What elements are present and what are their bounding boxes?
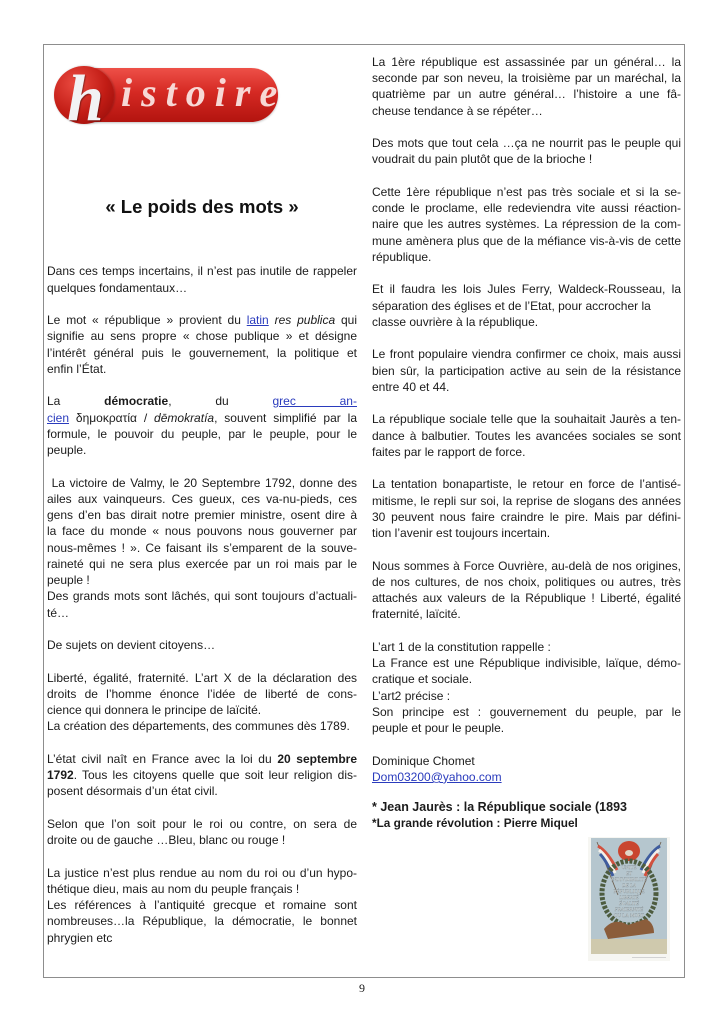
italic-text: res publica (274, 313, 336, 328)
italic-text: dēmokratía (154, 410, 215, 425)
text-line: classe ouvrière à la république. (372, 314, 539, 329)
text-line: La 1ère république est assassinée par un général… la (372, 54, 681, 69)
signature (372, 753, 681, 786)
text-line: signifie au sens propre « chose publique » et désigne (47, 329, 357, 344)
text-line: formule, le pouvoir du peuple, par le peuple, pour le (47, 426, 357, 441)
text-line: Des mots que tout cela …ça ne nourrit pas le peuple qui (372, 136, 681, 151)
text-line: enfin l’État. (47, 361, 107, 376)
inline-link[interactable]: cien (47, 410, 70, 425)
text-line: Son principe est : gouvernement du peuple, par le (372, 704, 681, 719)
text-line: posent désormais d’un état civil. (47, 784, 218, 799)
paragraph (372, 411, 681, 460)
paragraph (372, 639, 681, 737)
text-line: La démocratie, du grec an- (47, 394, 357, 409)
text-line: ailes aux vainqueurs. Ces gueux, ces va-nu-pieds, ces (47, 491, 357, 506)
paragraph (47, 393, 357, 458)
text-line: peuple. (47, 443, 87, 458)
paragraph (47, 670, 357, 735)
poster-ground (591, 939, 667, 954)
left-column (47, 263, 357, 962)
text-line: Dans ces temps incertains, il n’est pas inutile de rappeler (47, 264, 357, 279)
references (372, 799, 681, 832)
cockade-icon (625, 850, 633, 856)
text-line: nous-mêmes ! ». Ce faisant ils s’emparent de la souve- (47, 540, 357, 555)
text-line: Liberté, égalité, fraternité. L’art X de la déclaration des (47, 670, 357, 685)
text-line: Les références à l’antiquité grecque et romaine sont (47, 898, 357, 913)
text-line: L’art 1 de la constitution rappelle : (372, 639, 551, 654)
text-line: cien δημοκρατία / dēmokratía, souvent simplifié par la (47, 410, 357, 425)
text-line: naire que les autres systèmes. La répression de la com- (372, 217, 681, 232)
text-line: peuple et pour le peuple. (372, 721, 505, 736)
page-number: 9 (359, 981, 365, 995)
author-email-line (372, 769, 681, 785)
text-line: mune amènera plus que de la méfiance vis-à-vis de cette (372, 233, 681, 248)
author-name: Dominique Chomet (372, 753, 475, 768)
text-line: La France est une République indivisible, laïque, démo- (372, 656, 681, 671)
text-line: gens d’en bas dirait notre premier ministre, osent dire à (47, 508, 357, 523)
text-line: bien sûr, la participation active au sein de la résistance (372, 363, 681, 378)
text-line: fraternité, laïcité. (372, 607, 461, 622)
text-line: de nos cultures, de nos choix, politiques ou autres, très (372, 574, 681, 589)
inline-link[interactable]: latin (246, 313, 269, 328)
text-line: La justice n’est plus rendue au nom du roi ou d’un hypo- (47, 865, 357, 880)
poster-text-line: UNITÉ (621, 866, 637, 871)
article-title: « Le poids des mots » (105, 196, 299, 217)
poster-text-line: INDIVISIBILITÉ (610, 878, 648, 883)
poster-caption (632, 957, 666, 958)
text-line: seconde par son neveu, la troisième par un maréchal, la (372, 71, 681, 86)
histoire-logo (55, 62, 287, 135)
paragraph (47, 816, 357, 849)
text-line: 30 peuvent nous faire craindre le pire. Mais par défini- (372, 509, 681, 524)
left-column-body (47, 263, 357, 946)
text-line: L’art2 précise : (372, 688, 451, 703)
text-line: Et il faudra les lois Jules Ferry, Waldeck-Rousseau, la (372, 282, 681, 297)
text-line: 1792. Tous les citoyens quelle que soit leur religion dis- (47, 768, 357, 783)
logo-wordmark: istoire (121, 70, 287, 115)
text-line: attachés aux valeurs de la République ! Liberté, égalité (372, 591, 681, 606)
text-line: L’état civil naît en France avec la loi du 20 septembre (47, 751, 358, 766)
text-line: la face du monde « nous pouvons nous gouverner par (47, 524, 357, 539)
bold-text: démocratie (104, 394, 169, 409)
text-line: La création des départements, des communes dès 1789. (47, 719, 350, 734)
right-column (372, 54, 681, 832)
text-line: Le mot « république » provient du latin res publica qui (47, 313, 358, 328)
text-line: droits de l’homme énonce l’idée de liberté de cons- (47, 686, 357, 701)
text-line: l’intérêt général puis le gouvernement, la politique et (47, 345, 357, 360)
paragraph (372, 476, 681, 541)
text-line: république. (372, 249, 432, 264)
bold-text: 20 septembre (277, 751, 358, 766)
author-email-link[interactable]: Dom03200@yahoo.com (372, 769, 502, 784)
paragraph (47, 865, 357, 946)
paragraph (47, 637, 357, 653)
text-line: quelques fondamentaux… (47, 280, 188, 295)
text-line: tion l’avenir est toujours incertain. (372, 526, 551, 541)
text-line: té… (47, 605, 70, 620)
text-line: Le front populaire viendra confirmer ce choix, mais aussi (372, 347, 681, 362)
text-line: cience qui donnera le principe de laïcité. (47, 703, 262, 718)
poster-text-line: LIBERTÉ (619, 896, 639, 901)
reference-item: * Jean Jaurès : la République sociale (1893 (372, 800, 627, 815)
paragraph (372, 346, 681, 395)
logo-initial: h (67, 62, 104, 135)
text-line: La tentation bonapartiste, le retour en force de l’antisé- (372, 477, 681, 492)
text-line: De sujets on devient citoyens… (47, 638, 216, 653)
text-line: mitisme, le repli sur soi, la reprise de slogans des années (372, 493, 681, 508)
poster-text-line: OU LA MORT (613, 914, 645, 919)
paragraph (372, 558, 681, 623)
text-line: Nous sommes à Force Ouvrière, au-delà de nos origines, (372, 558, 681, 573)
bold-text: 1792 (47, 768, 74, 783)
poster-text-line: FRATERNITÉ (614, 908, 644, 913)
text-line: quatrième par un autre général… l’histoire a une fâ- (372, 87, 681, 102)
text-line: entre 40 et 44. (372, 379, 450, 394)
inline-link[interactable]: grec an- (272, 394, 357, 409)
paragraph (47, 263, 357, 296)
text-line: La victoire de Valmy, le 20 Septembre 1792, donne des (47, 475, 357, 490)
text-line: Des grands mots sont lâchés, qui sont toujours d’actuali- (47, 589, 357, 604)
poster-text-line: ÉGALITÉ (619, 902, 639, 907)
text-line: cheuse tendance à se répéter… (372, 103, 543, 118)
paragraph (47, 475, 357, 621)
text-line: thétique dieu, mais au nom du peuple français ! (47, 881, 300, 896)
poster-text-line: DE LA (622, 884, 636, 889)
text-line: Cette 1ère république n’est pas très sociale et si la se- (372, 184, 681, 199)
paragraph (372, 135, 681, 168)
reference-item: *La grande révolution : Pierre Miquel (372, 816, 578, 831)
right-column-body (372, 54, 681, 737)
text-line: droite ou de gauche …Bleu, blanc ou rouge ! (47, 833, 286, 848)
text-line: raineté qui ne sera plus exercée par un roi mais par le (47, 556, 357, 571)
text-line: voudrait du pain plutôt que de la brioche ! (372, 152, 593, 167)
paragraph (372, 281, 681, 330)
paragraph (372, 184, 681, 265)
paragraph (47, 312, 357, 377)
text-line: phrygien etc (47, 930, 113, 945)
text-line: dance à balbutier. Toutes les avancées sociales se sont (372, 428, 681, 443)
text-line: peuple ! (47, 573, 90, 588)
text-line: faites par le rapport de force. (372, 444, 526, 459)
poster-text-line: RÉPUBLIQUE (613, 890, 645, 895)
paragraph (47, 751, 357, 800)
text-line: La république sociale telle que la souhaitait Jaurès a ten- (372, 412, 681, 427)
text-line: nombreuses…la République, la démocratie, le bonnet (47, 914, 357, 929)
text-line: séparation des églises et de l’Etat, pour accrocher la (372, 298, 651, 313)
poster-text-line: ET (626, 872, 632, 877)
text-line: conde le proclame, elle redeviendra vite aussi réaction- (372, 201, 681, 216)
paragraph (372, 54, 681, 119)
revolutionary-poster-image (588, 837, 670, 961)
text-line: cratique et sociale. (372, 672, 473, 687)
text-line: Selon que l’on soit pour le roi ou contre, on sera de (47, 816, 357, 831)
